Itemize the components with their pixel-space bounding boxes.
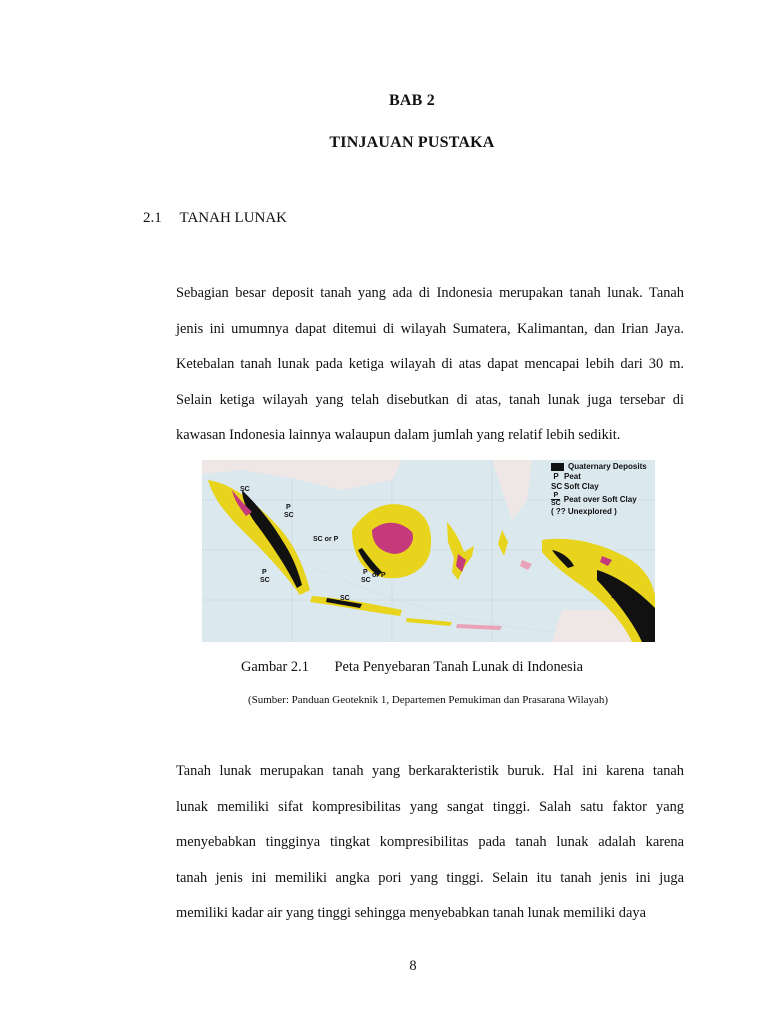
paragraph-2 — [176, 754, 684, 932]
map-label-p-sumatra: P — [262, 569, 267, 576]
map-label-sc-north: SC — [240, 486, 250, 493]
map-label-sc-or-p: SC or P — [313, 536, 339, 543]
paragraph-line: memiliki kadar air yang tinggi sehingga menyebabkan tanah lunak memiliki daya — [176, 905, 646, 921]
paragraph-line: menyebabkan tingginya tingkat kompresibilitas pada tanah lunak adalah karena — [176, 834, 684, 850]
figure-source: (Sumber: Panduan Geoteknik 1, Departemen Pemukiman dan Prasarana Wilayah) — [247, 694, 609, 706]
page-number: 8 — [409, 958, 417, 974]
paragraph-line: lunak memiliki sifat kompresibilitas yang sangat tinggi. Salah satu faktor yang — [176, 798, 684, 815]
map-label-sc-java: SC — [340, 595, 350, 602]
legend-item-peat-over-soft-clay: $\frac{P}{SC}$ Peat over Soft Clay — [551, 492, 637, 507]
map-legend — [551, 462, 655, 517]
map-label-sc-kal: SC — [361, 577, 371, 584]
legend-item-quaternary: Quaternary Deposits — [551, 462, 655, 472]
figure-number: Gambar 2.1 — [240, 659, 309, 675]
section-heading — [143, 210, 287, 227]
map-label-unexplored: ?? — [610, 593, 619, 600]
map-label-sc: SC — [284, 512, 294, 519]
paragraph-line: kawasan Indonesia lainnya walaupun dalam jumlah yang relatif lebih sedikit. — [176, 427, 621, 443]
paragraph-line: jenis ini umumnya dapat ditemui di wilayah Sumatera, Kalimantan, dan Irian Jaya. — [176, 320, 684, 337]
peat-over-sc-fraction: $\frac{P}{SC}$ — [551, 492, 561, 507]
legend-item-peat: P Peat — [553, 472, 581, 481]
legend-item-soft-clay: SC Soft Clay — [551, 482, 599, 491]
quaternary-swatch — [551, 463, 564, 471]
paragraph-1 — [176, 276, 684, 454]
map-label-or-p: or P — [372, 572, 386, 579]
legend-item-unexplored: ( ?? Unexplored ) — [551, 507, 617, 516]
sulawesi-island — [447, 522, 474, 580]
map-label-p: P — [286, 504, 291, 511]
paragraph-line: Selain ketiga wilayah yang telah disebutkan di atas, tanah lunak juga tersebar di — [176, 391, 684, 408]
paragraph-line: Sebagian besar deposit tanah yang ada di Indonesia merupakan tanah lunak. Tanah — [176, 285, 684, 301]
chapter-number: BAB 2 — [389, 92, 435, 109]
paragraph-line: Ketebalan tanah lunak pada ketiga wilayah di atas dapat mencapai lebih dari 30 m. — [176, 356, 684, 372]
figure-title: Peta Penyebaran Tanah Lunak di Indonesia — [334, 659, 584, 675]
map-label-sc-sumatra: SC — [260, 577, 270, 584]
chapter-title: TINJAUAN PUSTAKA — [329, 134, 495, 151]
section-title: TANAH LUNAK — [179, 210, 288, 226]
figure-caption — [0, 659, 768, 676]
section-number: 2.1 — [143, 210, 162, 226]
map-label-p-kal: P — [363, 569, 368, 576]
paragraph-line: tanah jenis ini memiliki angka pori yang tinggi. Selain itu tanah jenis ini juga — [176, 869, 684, 886]
paragraph-line: Tanah lunak merupakan tanah yang berkarakteristik buruk. Hal ini karena tanah — [176, 763, 684, 779]
